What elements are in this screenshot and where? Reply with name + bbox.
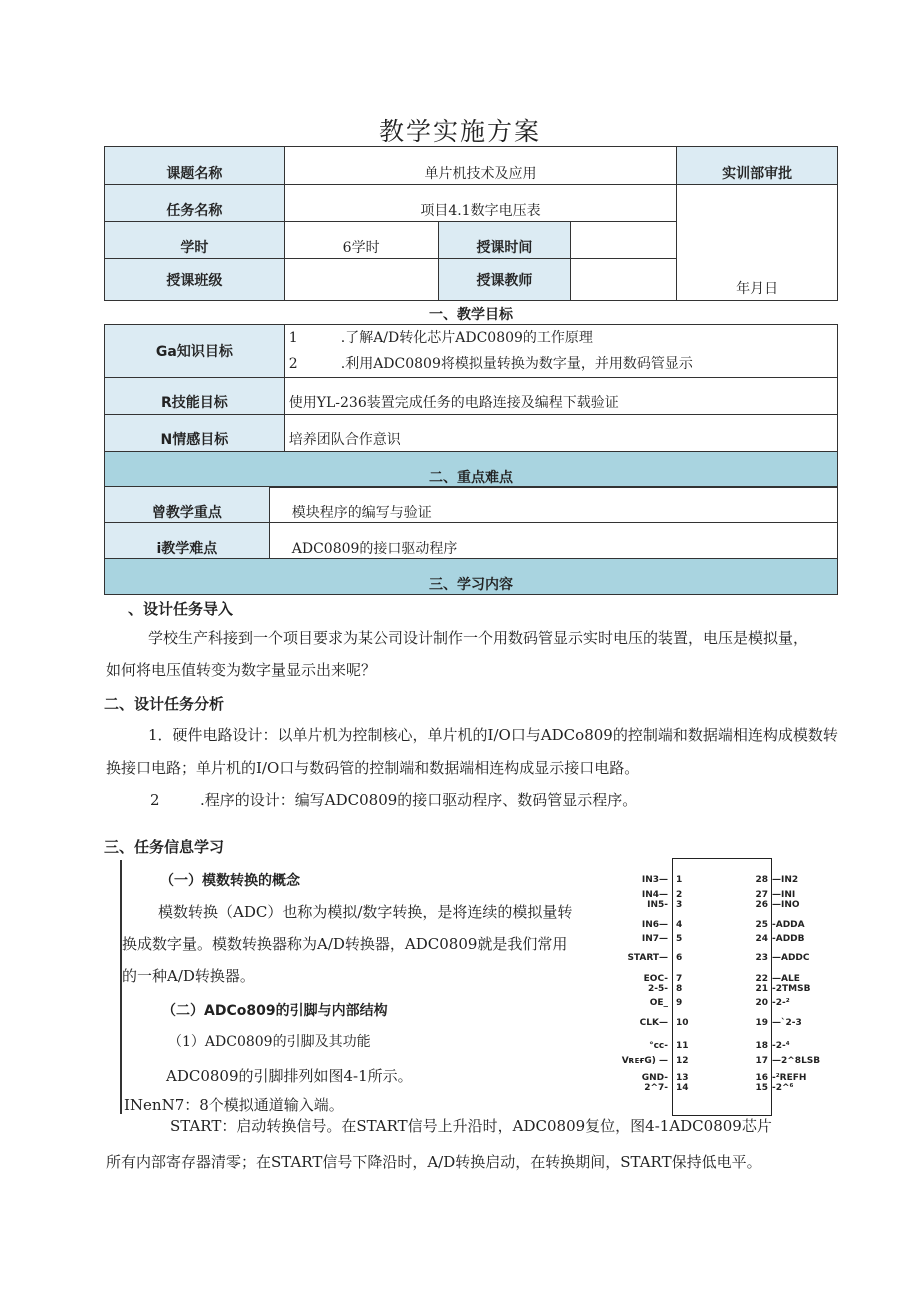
chip-pin-left-number: 4 [676, 920, 683, 930]
chip-pin-right-number: 21 [755, 984, 768, 994]
teacher-value [571, 259, 677, 301]
course-name-value: 单片机技术及应用 [284, 147, 676, 185]
skill-goal-label: R技能目标 [105, 378, 285, 415]
chip-pin-left-name: VʀᴇғG) — [621, 1056, 668, 1066]
knowledge-goal-label: Ga知识目标 [105, 325, 285, 378]
chip-pin-right-number: 25 [755, 920, 768, 930]
analysis-line-2: 换接口电路；单片机的I/O口与数码管的控制端和数据端相连构成显示接口电路。 [106, 759, 640, 777]
skill-goal-text: 使用YL-236装置完成任务的电路连接及编程下载验证 [284, 378, 837, 415]
chip-pin-left-number: 10 [676, 1018, 689, 1028]
teacher-label: 授课教师 [438, 259, 571, 301]
chip-pin-left-name: IN3— [641, 875, 668, 885]
chip-pin-right-name: —INI [772, 890, 796, 900]
analysis-item-2: 2 .程序的设计：编写ADC0809的接口驱动程序、数码管显示程序。 [150, 791, 638, 809]
chip-pin-left-number: 14 [676, 1083, 689, 1093]
key-points-table [104, 486, 838, 595]
chip-pin-right-name: -²REFH [772, 1073, 807, 1083]
chip-pin-left-name: EOC- [643, 974, 668, 984]
margin-rule [120, 860, 122, 1114]
chip-pin-left-name: IN6— [641, 920, 668, 930]
chip-pin-right-number: 27 [755, 890, 768, 900]
in-pins-description: INenN7：8个模拟通道输入端。 [124, 1096, 344, 1114]
intro-heading: 、设计任务导入 [128, 600, 234, 618]
chip-pin-right-number: 22 [755, 974, 768, 984]
chip-pin-right-name: -2-² [772, 998, 790, 1008]
info-heading: 三、任务信息学习 [104, 838, 225, 856]
chip-pin-right-name: -ADDA [772, 920, 805, 930]
chip-pin-right-number: 15 [755, 1083, 768, 1093]
chip-pin-left-number: 1 [676, 875, 683, 885]
chip-pin-left-name: 2-5- [648, 984, 668, 994]
intro-paragraph-1: 学校生产科接到一个项目要求为某公司设计制作一个用数码管显示实时电压的装置，电压是模拟量， [148, 629, 809, 647]
chip-pin-left-name: GND- [641, 1073, 668, 1083]
chip-pin-left-number: 2 [676, 890, 683, 900]
teach-time-label: 授课时间 [438, 222, 571, 259]
chip-pin-left-number: 7 [676, 974, 683, 984]
key-point-label: 曾教学重点 [105, 487, 270, 523]
emotion-goal-label: N情感目标 [105, 415, 285, 452]
chip-pin-right-name: -2^⁶ [772, 1083, 794, 1093]
class-label: 授课班级 [105, 259, 285, 301]
content-section-title: 三、学习内容 [105, 559, 838, 595]
teach-time-value [571, 222, 677, 259]
analysis-line-1: 1．硬件电路设计：以单片机为控制核心，单片机的I/O口与ADCo809的控制端和数据端相连构成模数转 [148, 726, 838, 744]
difficulty-label: i教学难点 [105, 523, 270, 559]
chip-pin-right-number: 28 [755, 875, 768, 885]
chip-pin-left-name: IN5- [647, 900, 668, 910]
sub1-paragraph-2: 换成数字量。模数转换器称为A/D转换器，ADC0809就是我们常用 [122, 935, 568, 953]
chip-pin-right-name: —INO [772, 900, 800, 910]
page-title: 教学实施方案 [378, 117, 541, 146]
chip-pin-left-name: 2^7- [644, 1083, 668, 1093]
chip-pin-left-number: 5 [676, 934, 683, 944]
subsection-1-heading: （一）模数转换的概念 [160, 873, 300, 889]
sub2-item: （1）ADC0809的引脚及其功能 [168, 1034, 371, 1050]
difficulty-text: ADC0809的接口驱动程序 [269, 523, 837, 559]
emotion-goal-text: 培养团队合作意识 [284, 415, 837, 452]
key-point-text: 模块程序的编写与验证 [269, 487, 837, 523]
chip-pin-left-name: OE_ [649, 998, 668, 1008]
knowledge-goal-list [284, 325, 837, 378]
course-info-table [104, 146, 838, 301]
approval-label: 实训部审批 [677, 147, 838, 185]
chip-pin-left-number: 6 [676, 953, 683, 963]
chip-pin-right-number: 19 [755, 1018, 768, 1028]
task-name-value: 项目4.1数字电压表 [284, 185, 676, 222]
chip-pin-left-number: 12 [676, 1056, 689, 1066]
chip-pin-right-name: -ADDB [772, 934, 805, 944]
sub2-paragraph: ADC0809的引脚排列如图4-1所示。 [166, 1067, 413, 1085]
course-name-label: 课题名称 [105, 147, 285, 185]
chip-pin-right-name: —ADDC [772, 953, 810, 963]
chip-pin-right-name: —IN2 [772, 875, 799, 885]
chip-pin-right-number: 26 [755, 900, 768, 910]
chip-pin-left-name: IN4— [641, 890, 668, 900]
chip-pin-right-name: -2-⁴ [772, 1041, 790, 1051]
chip-pin-right-name: —ALE [772, 974, 800, 984]
goals-section-title: 一、教学目标 [429, 307, 513, 323]
chip-pin-right-number: 24 [755, 934, 768, 944]
sub1-paragraph-3: 的一种A/D转换器。 [122, 967, 255, 985]
analysis-heading: 二、设计任务分析 [104, 695, 225, 713]
chip-pin-right-number: 18 [755, 1041, 768, 1051]
goals-table [104, 324, 838, 488]
subsection-2-heading: （二）ADCo809的引脚与内部结构 [162, 1003, 388, 1019]
chip-pin-left-number: 11 [676, 1041, 689, 1051]
hours-value: 6学时 [284, 222, 438, 259]
chip-pin-left-name: °cc- [649, 1041, 668, 1051]
hours-label: 学时 [105, 222, 285, 259]
chip-pin-left-number: 13 [676, 1073, 689, 1083]
sub1-paragraph-1: 模数转换（ADC）也称为模拟/数字转换，是将连续的模拟量转 [158, 903, 573, 921]
key-points-section-title: 二、重点难点 [105, 452, 838, 488]
chip-pin-left-number: 3 [676, 900, 683, 910]
knowledge-item: 1 .了解A/D转化芯片ADC0809的工作原理 [288, 330, 593, 346]
chip-pin-left-name: START— [627, 953, 668, 963]
start-description-1: START：启动转换信号。在START信号上升沿时，ADC0809复位，图4-1ADC0809芯片 [170, 1117, 772, 1135]
start-description-2: 所有内部寄存器清零；在START信号下降沿时，A/D转换启动，在转换期间，START保持低电平。 [106, 1153, 762, 1171]
chip-pin-right-number: 16 [755, 1073, 768, 1083]
chip-pin-right-name: —2^8LSB [772, 1056, 821, 1066]
chip-pin-left-name: CLK— [639, 1018, 668, 1028]
approval-date: 年月日 [677, 185, 838, 301]
chip-pin-right-number: 23 [755, 953, 768, 963]
class-value [284, 259, 438, 301]
knowledge-item: 2 .利用ADC0809将模拟量转换为数字量，并用数码管显示 [288, 356, 693, 372]
chip-pin-left-number: 9 [676, 998, 683, 1008]
chip-pin-left-number: 8 [676, 984, 683, 994]
chip-pin-right-number: 17 [755, 1056, 768, 1066]
task-name-label: 任务名称 [105, 185, 285, 222]
chip-pin-right-name: -2TMSB [772, 984, 811, 994]
chip-pin-left-name: IN7— [641, 934, 668, 944]
intro-paragraph-2: 如何将电压值转变为数字量显示出来呢？ [106, 661, 377, 679]
chip-pin-right-number: 20 [755, 998, 768, 1008]
chip-pin-right-name: —`2-3 [772, 1018, 802, 1028]
